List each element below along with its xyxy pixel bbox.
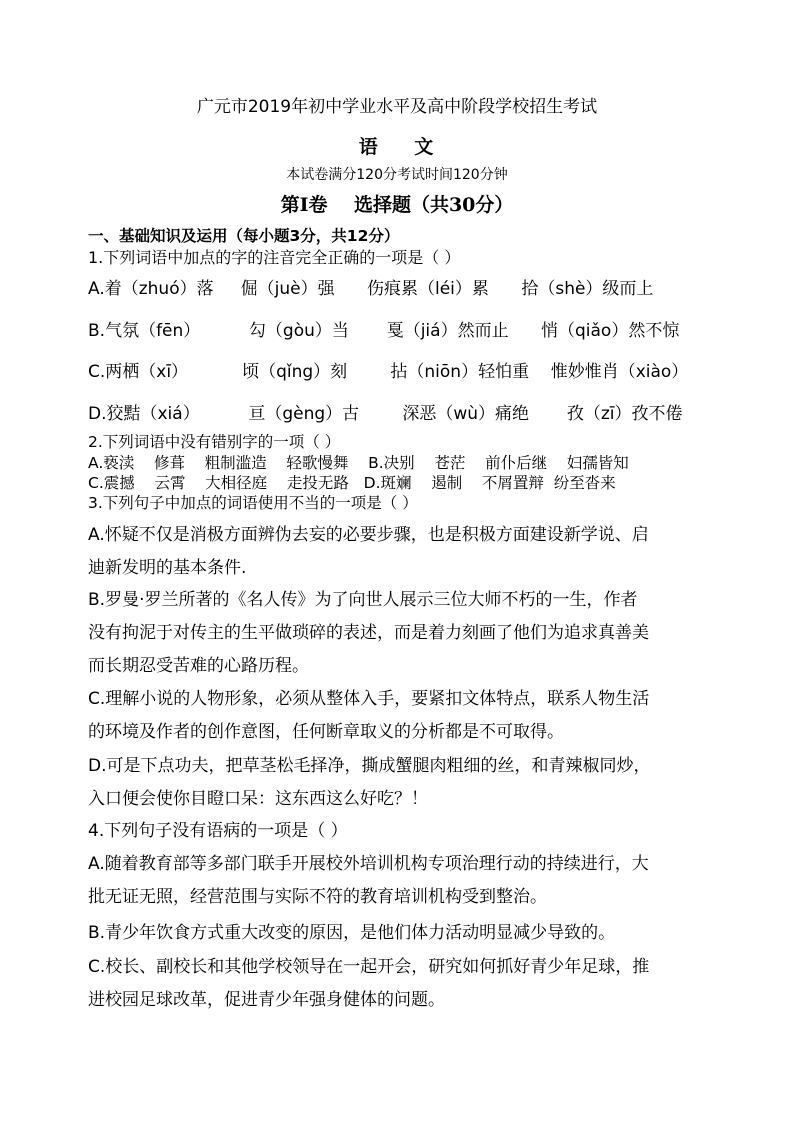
- volume-title: 第Ⅰ卷 选择题（共30分）: [280, 194, 514, 216]
- question-4-line: 批无证无照，经营范围与实际不符的教育培训机构受到整治。: [88, 887, 547, 907]
- exam-title: 广元市2019年初中学业水平及高中阶段学校招生考试: [196, 97, 598, 117]
- question-4-line: C.校长、副校长和其他学校领导在一起开会，研究如何抓好青少年足球，推: [88, 957, 650, 977]
- exam-info: 本试卷满分120分考试时间120分钟: [286, 167, 508, 183]
- question-3-stem: 3.下列句子中加点的词语使用不当的一项是（ ）: [88, 494, 418, 512]
- question-4-stem: 4.下列句子没有语病的一项是（ ）: [88, 821, 348, 841]
- question-3-line: 而长期忍受苦难的心路历程。: [88, 656, 309, 676]
- question-3-line: 的环境及作者的创作意图，任何断章取义的分析都是不可取得。: [88, 722, 564, 742]
- question-1-option-c: C.两栖（xī） 顷（qǐng）刻 拈（niōn）轻怕重 惟妙惟肖（xiào）: [88, 362, 689, 382]
- question-3-line: 没有拘泥于对传主的生平做琐碎的表述，而是着力刻画了他们为追求真善美: [88, 623, 649, 643]
- subject-title: 语 文: [358, 136, 436, 158]
- question-4-line: 进校园足球改革，促进青少年强身健体的问题。: [88, 990, 445, 1010]
- section-heading: 一、基础知识及运用（每小题3分，共12分）: [88, 227, 400, 245]
- question-1-option-b: B.气氛（fēn） 勾（gòu）当 戛（jiá）然而止 悄（qiǎo）然不惊: [88, 321, 680, 341]
- question-2-options-line1: A.亵渎 修葺 粗制滥造 轻歌慢舞 B.决别 苍茫 前仆后继 妇孺皆知: [88, 454, 629, 472]
- question-2-options-line2: C.震撼 云霄 大相径庭 走投无路 D.斑斓 遏制 不屑置辩 纷至沓来: [88, 474, 616, 492]
- question-1-option-a: A.着（zhuó）落 倔（juè）强 伤痕累（léi）累 拾（shè）级而上: [88, 279, 654, 299]
- question-1-stem: 1.下列词语中加点的字的注音完全正确的一项是（ ）: [88, 248, 461, 267]
- question-3-line: 迪新发明的基本条件.: [88, 558, 247, 578]
- question-3-line: 入口便会使你目瞪口呆：这东西这么好吃？！: [88, 789, 428, 809]
- question-4-line: B.青少年饮食方式重大改变的原因，是他们体力活动明显减少导致的。: [88, 923, 616, 943]
- question-4-line: A.随着教育部等多部门联手开展校外培训机构专项治理行动的持续进行，大: [88, 854, 649, 874]
- question-3-line: B.罗曼·罗兰所著的《名人传》为了向世人展示三位大师不朽的一生，作者: [88, 590, 638, 610]
- question-1-option-d: D.狡黠（xiá） 亘（gèng）古 深恶（wù）痛绝 孜（zī）孜不倦: [88, 404, 683, 424]
- question-3-line: C.理解小说的人物形象，必须从整体入手，要紧扣文体特点，联系人物生活: [88, 689, 650, 709]
- question-3-line: D.可是下点功夫，把草茎松毛择净，撕成蟹腿肉粗细的丝，和青辣椒同炒，: [88, 756, 651, 776]
- question-2-stem: 2.下列词语中没有错别字的一项（ ）: [88, 433, 341, 451]
- question-3-line: A.怀疑不仅是消极方面辨伪去妄的必要步骤，也是积极方面建设新学说、启: [88, 525, 649, 545]
